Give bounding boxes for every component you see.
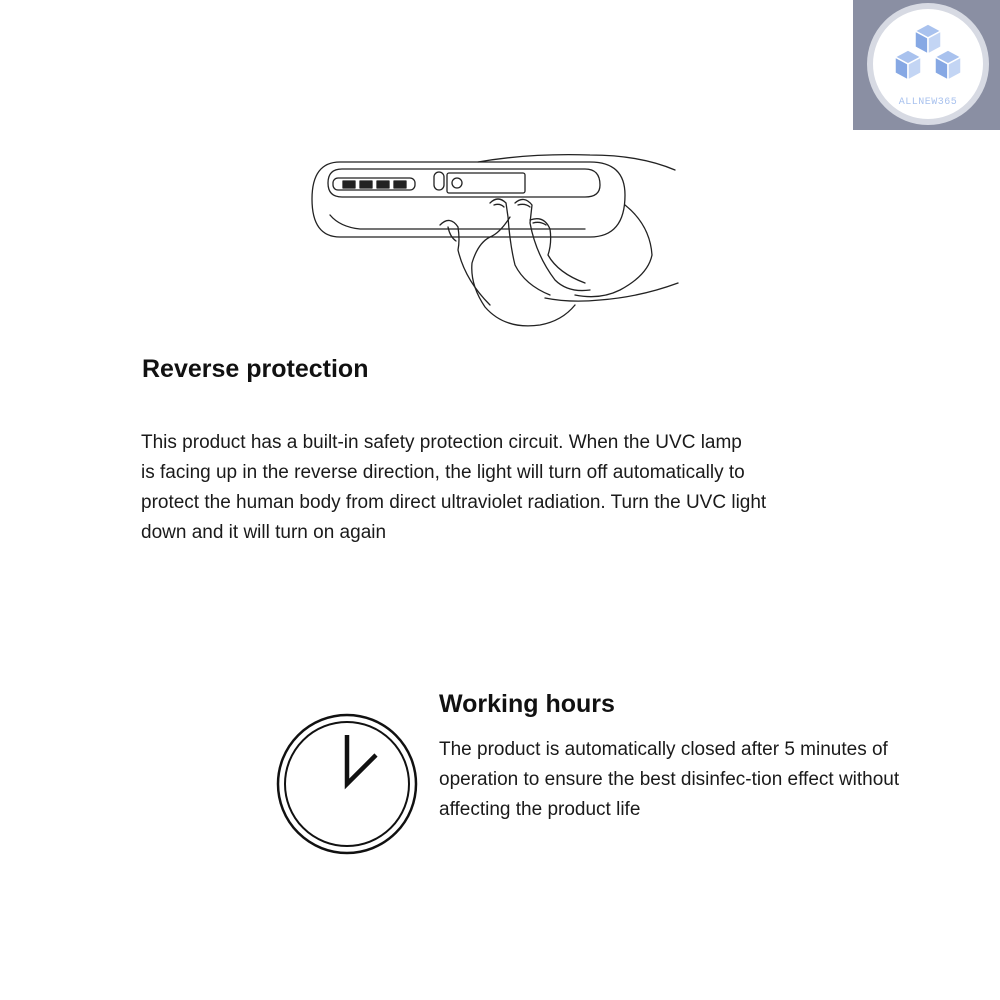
reverse-protection-line: is facing up in the reverse direction, the light will turn off automatically to xyxy=(141,462,745,483)
brand-logo xyxy=(853,0,1000,130)
reverse-protection-line: protect the human body from direct ultraviolet radiation. Turn the UVC light xyxy=(141,492,767,513)
reverse-protection-title: Reverse protection xyxy=(142,355,369,383)
working-hours-text xyxy=(439,735,979,825)
clock-icon xyxy=(276,713,418,855)
reverse-protection-line: This product has a built-in safety protection circuit. When the UVC lamp xyxy=(141,432,742,453)
working-hours-line: The product is automatically closed after 5 minutes of xyxy=(439,739,888,760)
working-hours-title: Working hours xyxy=(439,690,615,718)
reverse-protection-text xyxy=(141,428,841,548)
cube-logo-icon xyxy=(853,0,1000,130)
working-hours-line: affecting the product life xyxy=(439,799,641,820)
working-hours-line: operation to ensure the best disinfec-tion effect without xyxy=(439,769,900,790)
hand-holding-uvc-lamp-icon xyxy=(300,145,690,335)
reverse-protection-line: down and it will turn on again xyxy=(141,522,387,543)
logo-text: ALLNEW365 xyxy=(898,97,958,108)
